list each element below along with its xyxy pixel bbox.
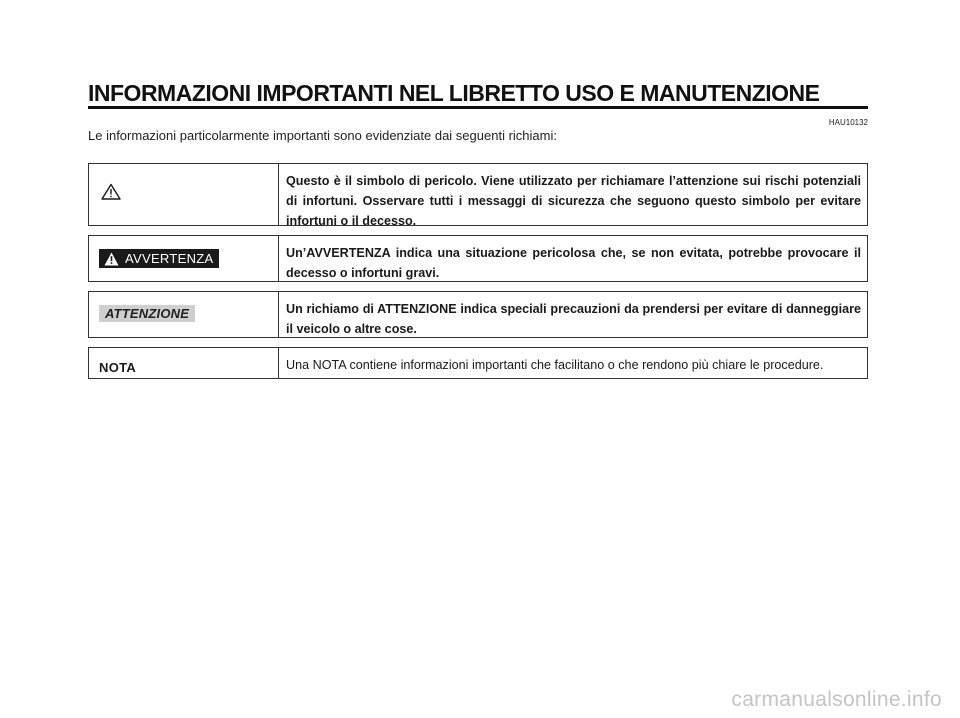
notice-text: Un richiamo di ATTENZIONE indica speciali precauzioni da prendersi per evitare di danneggiare il veicolo o altre cose. — [286, 302, 861, 336]
notice-symbol-cell — [89, 164, 279, 225]
warning-exclamation-icon — [104, 252, 119, 266]
note-label: NOTA — [99, 360, 137, 375]
document-code: HAU10132 — [828, 118, 868, 127]
hazard-triangle-icon — [101, 183, 121, 200]
notice-symbol-cell — [89, 292, 279, 337]
notice-hazard-symbol — [88, 163, 868, 226]
warning-label-text: AVVERTENZA — [125, 251, 214, 266]
notice-caution — [88, 291, 868, 338]
notice-text: Questo è il simbolo di pericolo. Viene utilizzato per richiamare l’attenzione sui rischi potenziali di infortuni. Osservare tutti i messaggi di sicurezza che seguono questo simbolo per evitare infortuni o il decesso. — [286, 174, 861, 228]
notice-symbol-cell — [89, 348, 279, 378]
notice-text: Un’AVVERTENZA indica una situazione pericolosa che, se non evitata, potrebbe provocare il decesso o infortuni gravi. — [286, 246, 861, 280]
caution-label: ATTENZIONE — [99, 305, 195, 322]
page-title: INFORMAZIONI IMPORTANTI NEL LIBRETTO USO E MANUTENZIONE — [88, 80, 820, 106]
warning-label — [99, 249, 219, 268]
notice-symbol-cell — [89, 236, 279, 281]
watermark-text: carmanualsonline.info — [731, 688, 942, 711]
notice-note — [88, 347, 868, 379]
title-underline — [88, 106, 868, 109]
notice-text: Una NOTA contiene informazioni importanti che facilitano o che rendono più chiare le procedure. — [286, 358, 824, 372]
notice-list — [88, 163, 868, 379]
intro-text: Le informazioni particolarmente importanti sono evidenziate dai seguenti richiami: — [88, 128, 557, 143]
notice-warning — [88, 235, 868, 282]
